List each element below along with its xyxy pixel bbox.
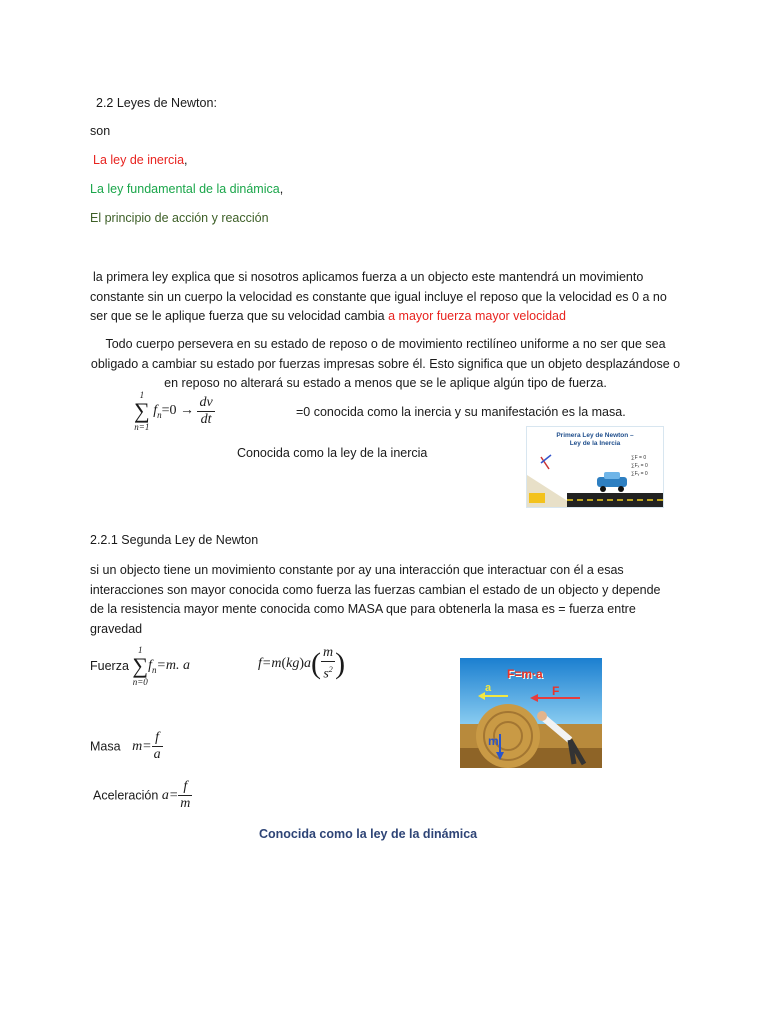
sigma-symbol-2: 1 ∑ n=0 bbox=[132, 645, 149, 687]
acceleration-arrow-label: a bbox=[485, 682, 492, 694]
law-2-text: La ley fundamental de la dinámica bbox=[90, 182, 280, 196]
section-heading: 2.2 Leyes de Newton: bbox=[96, 96, 217, 110]
second-law-formula: F=m·a bbox=[507, 667, 543, 681]
equation-force-units: f=m(kg)a( $\frac{m}{s^2}$ ) bbox=[258, 645, 346, 682]
equation-inertia-note: =0 conocida como la inercia y su manifestación es la masa. bbox=[296, 405, 626, 419]
equation-inertia bbox=[134, 390, 215, 432]
law-3: El principio de acción y reacción bbox=[90, 211, 269, 225]
law-2-comma: , bbox=[279, 182, 284, 196]
first-law-illustration-title: Primera Ley de Newton – Ley de la Inercia bbox=[556, 432, 634, 447]
law-1-text: La ley de inercia bbox=[93, 153, 185, 167]
acceleration-label: Aceleración bbox=[93, 788, 159, 803]
eq1-rest: =0 → bbox=[161, 403, 194, 419]
dynamics-caption: Conocida como la ley de la dinámica bbox=[259, 827, 478, 841]
force-rest: =m. a bbox=[156, 658, 191, 674]
second-law-illustration bbox=[460, 658, 602, 768]
sigma-symbol: 1 ∑ n=1 bbox=[134, 390, 150, 432]
inertia-caption: Conocida como la ley de la inercia bbox=[237, 446, 428, 460]
paragraph-second-law: si un objecto tiene un movimiento constante por ay una interacción que interactuar con él a esas interacciones son mayor conocida como fuerza las fuerzas cambian el estado de un objecto y depende de la resistencia mayor mente conocida como MASA que para obtenerla la masa es = fuerza entre gravedad bbox=[90, 563, 661, 636]
eq1-sub: n bbox=[157, 410, 162, 421]
equation-force: Fuerza 1 ∑ n=0 $f_n=m$. a bbox=[90, 645, 191, 687]
first-law-illustration bbox=[526, 426, 664, 508]
equation-mass: Masa m= $\frac{f}{a}$ bbox=[90, 730, 161, 762]
force-arrow-label: F bbox=[552, 684, 560, 698]
paragraph-first-law bbox=[90, 268, 680, 327]
subsection-heading: 2.2.1 Segunda Ley de Newton bbox=[90, 533, 259, 547]
law-2 bbox=[90, 182, 283, 196]
equation-acceleration: Aceleración a= $\frac{f}{m}$ bbox=[93, 779, 191, 811]
force-label: Fuerza bbox=[90, 658, 129, 673]
intro-word: son bbox=[90, 124, 111, 138]
mass-label: Masa bbox=[90, 739, 121, 754]
law-1 bbox=[93, 153, 188, 167]
law-1-comma: , bbox=[184, 153, 188, 167]
eq1-body: f bbox=[153, 403, 158, 419]
first-law-illustration-equations: ∑F = 0 ∑Fₓ = 0 ∑Fᵧ = 0 bbox=[631, 455, 648, 477]
mass-arrow-label: m bbox=[488, 734, 499, 748]
paragraph-first-law-text: la primera ley explica que si nosotros aplicamos fuerza a un objecto este mantendrá un movimiento constante sin un cuerpo la velocidad es constante que igual incluye el reposo que la velocidad es 0 a no ser que se le aplique fuerza que su velocidad cambia bbox=[90, 270, 667, 323]
paragraph-first-law-highlight: a mayor fuerza mayor velocidad bbox=[388, 309, 566, 323]
eq1-fraction: $\frac{dv}{dt}$ bbox=[199, 394, 213, 427]
paragraph-inertia-definition: Todo cuerpo persevera en su estado de reposo o de movimiento rectilíneo uniforme a no ser que sea obligado a cambiar su estado por fuerzas impresas sobre él. Esto significa que un objeto desplazándose o en reposo no alterará su estado a menos que se le aplique algún tipo de fuerza. bbox=[90, 337, 681, 390]
